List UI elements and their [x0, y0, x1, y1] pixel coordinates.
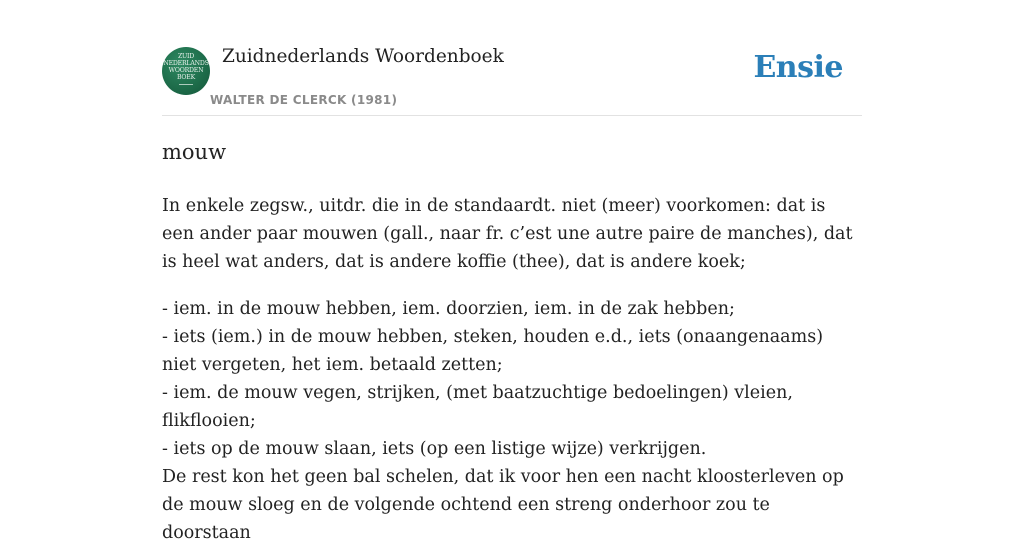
ensie-logo-link[interactable]: Ensie	[753, 50, 843, 85]
logo-line-4: BOEK	[176, 74, 196, 81]
logo-rule	[179, 84, 193, 85]
expression-item: - iem. de mouw vegen, strijken, (met baatzuchtige bedoelingen) vleien, flikflooien;	[162, 383, 793, 431]
book-logo-icon[interactable]	[162, 47, 210, 95]
logo-line-1: ZUID	[177, 53, 195, 60]
expression-list	[162, 295, 862, 463]
entry-example: De rest kon het geen bal schelen, dat ik voor hen een nacht kloosterleven op de mouw sloeg en de volgende ochtend een streng onderhoor zou te doorstaan	[162, 467, 844, 543]
expression-item: - iets op de mouw slaan, iets (op een listige wijze) verkrijgen.	[162, 439, 707, 459]
dictionary-title-link[interactable]: Zuidnederlands Woordenboek	[222, 46, 504, 67]
dictionary-header	[162, 0, 862, 116]
dictionary-author: WALTER DE CLERCK (1981)	[210, 93, 398, 107]
entry-definition: In enkele zegsw., uitdr. die in de standaardt. niet (meer) voorkomen: dat is een ander paar mouwen (gall., naar fr. c’est une autre paire de manches), dat is heel wat anders, dat is andere koffie (thee), dat is andere koek;	[162, 196, 853, 272]
entry-term: mouw	[162, 140, 227, 164]
logo-text	[162, 53, 210, 81]
logo-line-3: WOORDEN	[168, 67, 204, 74]
expression-item: - iets (iem.) in de mouw hebben, steken, houden e.d., iets (onaangenaams) niet vergeten, het iem. betaald zetten;	[162, 327, 824, 375]
entry-page	[162, 0, 862, 543]
expression-item: - iem. in de mouw hebben, iem. doorzien, iem. in de zak hebben;	[162, 299, 735, 319]
logo-line-2: NEDERLANDS	[163, 60, 209, 67]
